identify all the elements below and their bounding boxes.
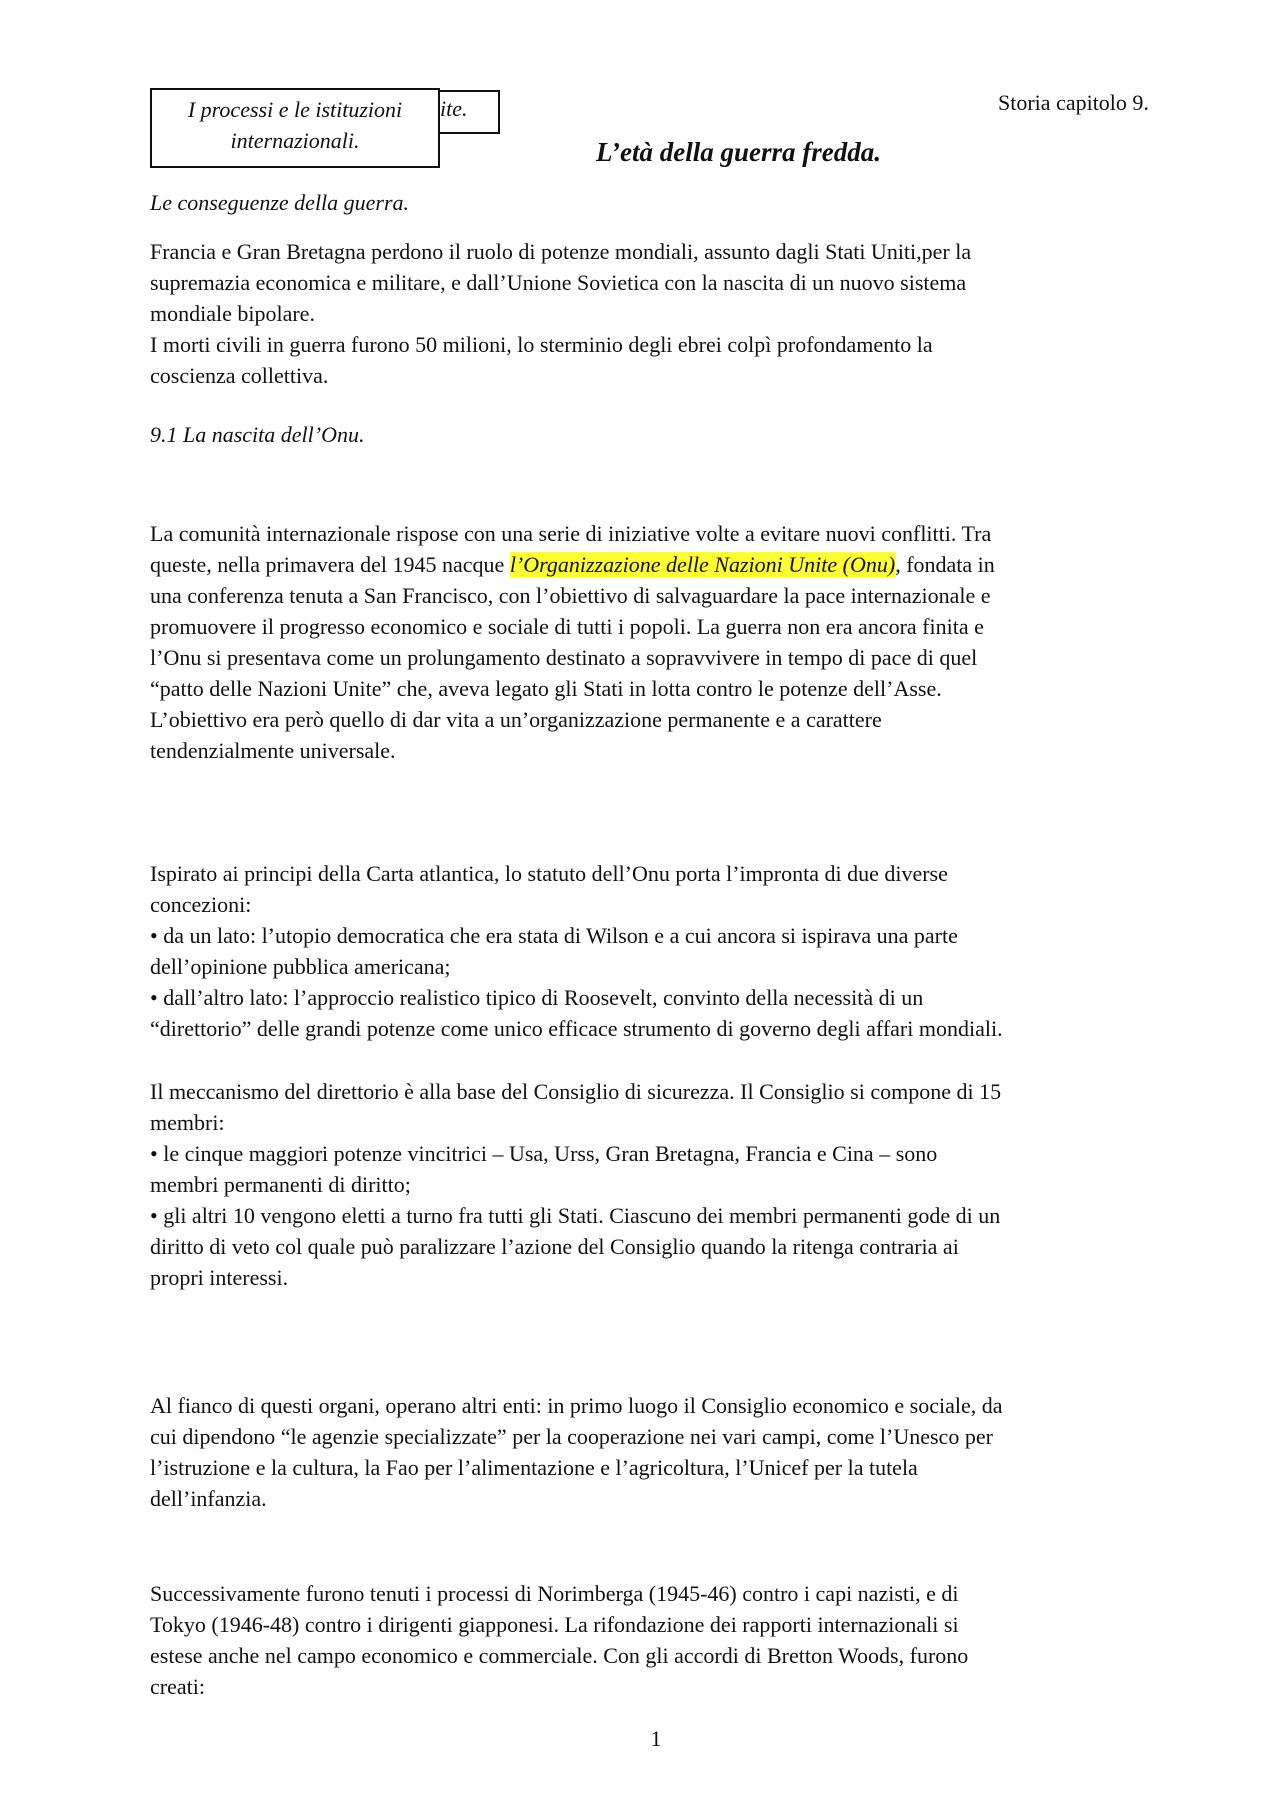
text-line: l’Onu si presentava come un prolungamento destinato a sopravvivere in tempo di pace di quel <box>150 645 978 670</box>
text-line: Il meccanismo del direttorio è alla base del Consiglio di sicurezza. Il Consiglio si compone di 15 <box>150 1079 1002 1104</box>
text-line-with-highlight <box>150 549 1150 580</box>
paragraph-onu-birth <box>150 518 1150 766</box>
header-box-back-text: ite. <box>440 96 468 121</box>
header-box-line-1: I processi e le istituzioni <box>187 97 403 122</box>
paragraph-trials <box>150 1578 1150 1702</box>
text-line: estese anche nel campo economico e commerciale. Con gli accordi di Bretton Woods, furono <box>150 1643 969 1668</box>
text-line: dell’infanzia. <box>150 1486 267 1511</box>
text-line: • le cinque maggiori potenze vincitrici – Usa, Urss, Gran Bretagna, Francia e Cina – sono <box>150 1141 938 1166</box>
text-line: cui dipendono “le agenzie specializzate” per la cooperazione nei vari campi, come l’Unesco per <box>150 1424 993 1449</box>
text-line: tendenzialmente universale. <box>150 738 396 763</box>
text-segment: queste, nella primavera del 1945 nacque <box>150 552 510 577</box>
text-line: coscienza collettiva. <box>150 363 329 388</box>
text-line: “direttorio” delle grandi potenze come unico efficace strumento di governo degli affari mondiali. <box>150 1016 1003 1041</box>
header-box-front <box>150 88 440 168</box>
text-segment: , fondata in <box>895 552 995 577</box>
text-line: I morti civili in guerra furono 50 milioni, lo sterminio degli ebrei colpì profondamento la <box>150 332 933 357</box>
chapter-label: Storia capitolo 9. <box>998 90 1149 115</box>
text-line: “patto delle Nazioni Unite” che, aveva legato gli Stati in lotta contro le potenze dell’Asse. <box>150 676 942 701</box>
text-line: l’istruzione e la cultura, la Fao per l’alimentazione e l’agricoltura, l’Unicef per la tutela <box>150 1455 918 1480</box>
header-box-line-2: internazionali. <box>230 128 360 153</box>
page-number: 1 <box>650 1726 662 1751</box>
text-line: • dall’altro lato: l’approccio realistico tipico di Roosevelt, convinto della necessità di un <box>150 985 924 1010</box>
paragraph-statute <box>150 858 1150 1044</box>
text-line: L’obiettivo era però quello di dar vita a un’organizzazione permanente e a carattere <box>150 707 882 732</box>
text-line: una conferenza tenuta a San Francisco, con l’obiettivo di salvaguardare la pace internazionale e <box>150 583 991 608</box>
text-line: concezioni: <box>150 892 252 917</box>
text-line: diritto di veto col quale può paralizzare l’azione del Consiglio quando la ritenga contraria ai <box>150 1234 959 1259</box>
highlighted-term: l’Organizzazione delle Nazioni Unite (Onu) <box>509 552 896 577</box>
text-line: Tokyo (1946-48) contro i dirigenti giapponesi. La rifondazione dei rapporti internazionali si <box>150 1612 959 1637</box>
text-line: creati: <box>150 1674 205 1699</box>
section-heading-onu: 9.1 La nascita dell’Onu. <box>150 422 365 447</box>
paragraph-agencies <box>150 1390 1150 1514</box>
text-line: propri interessi. <box>150 1265 289 1290</box>
text-line: promuovere il progresso economico e sociale di tutti i popoli. La guerra non era ancora finita e <box>150 614 984 639</box>
text-line: membri permanenti di diritto; <box>150 1172 411 1197</box>
text-line: Ispirato ai principi della Carta atlantica, lo statuto dell’Onu porta l’impronta di due diverse <box>150 861 948 886</box>
text-line: • gli altri 10 vengono eletti a turno fra tutti gli Stati. Ciascuno dei membri permanenti gode di un <box>150 1203 1001 1228</box>
section-heading-consequences: Le conseguenze della guerra. <box>150 190 410 215</box>
text-line: membri: <box>150 1110 225 1135</box>
paragraph-security-council <box>150 1076 1150 1293</box>
text-line: dell’opinione pubblica americana; <box>150 954 451 979</box>
text-line: La comunità internazionale rispose con una serie di iniziative volte a evitare nuovi conflitti. Tra <box>150 521 992 546</box>
text-line: Francia e Gran Bretagna perdono il ruolo di potenze mondiali, assunto dagli Stati Uniti,per la <box>150 239 972 264</box>
text-line: • da un lato: l’utopio democratica che era stata di Wilson e a cui ancora si ispirava una parte <box>150 923 958 948</box>
text-line: supremazia economica e militare, e dall’Unione Sovietica con la nascita di un nuovo sistema <box>150 270 967 295</box>
text-line: Al fianco di questi organi, operano altri enti: in primo luogo il Consiglio economico e sociale, da <box>150 1393 1003 1418</box>
page-title: L’età della guerra fredda. <box>596 137 881 167</box>
text-line: mondiale bipolare. <box>150 301 315 326</box>
paragraph-consequences <box>150 236 1150 391</box>
text-line: Successivamente furono tenuti i processi di Norimberga (1945-46) contro i capi nazisti, e di <box>150 1581 959 1606</box>
